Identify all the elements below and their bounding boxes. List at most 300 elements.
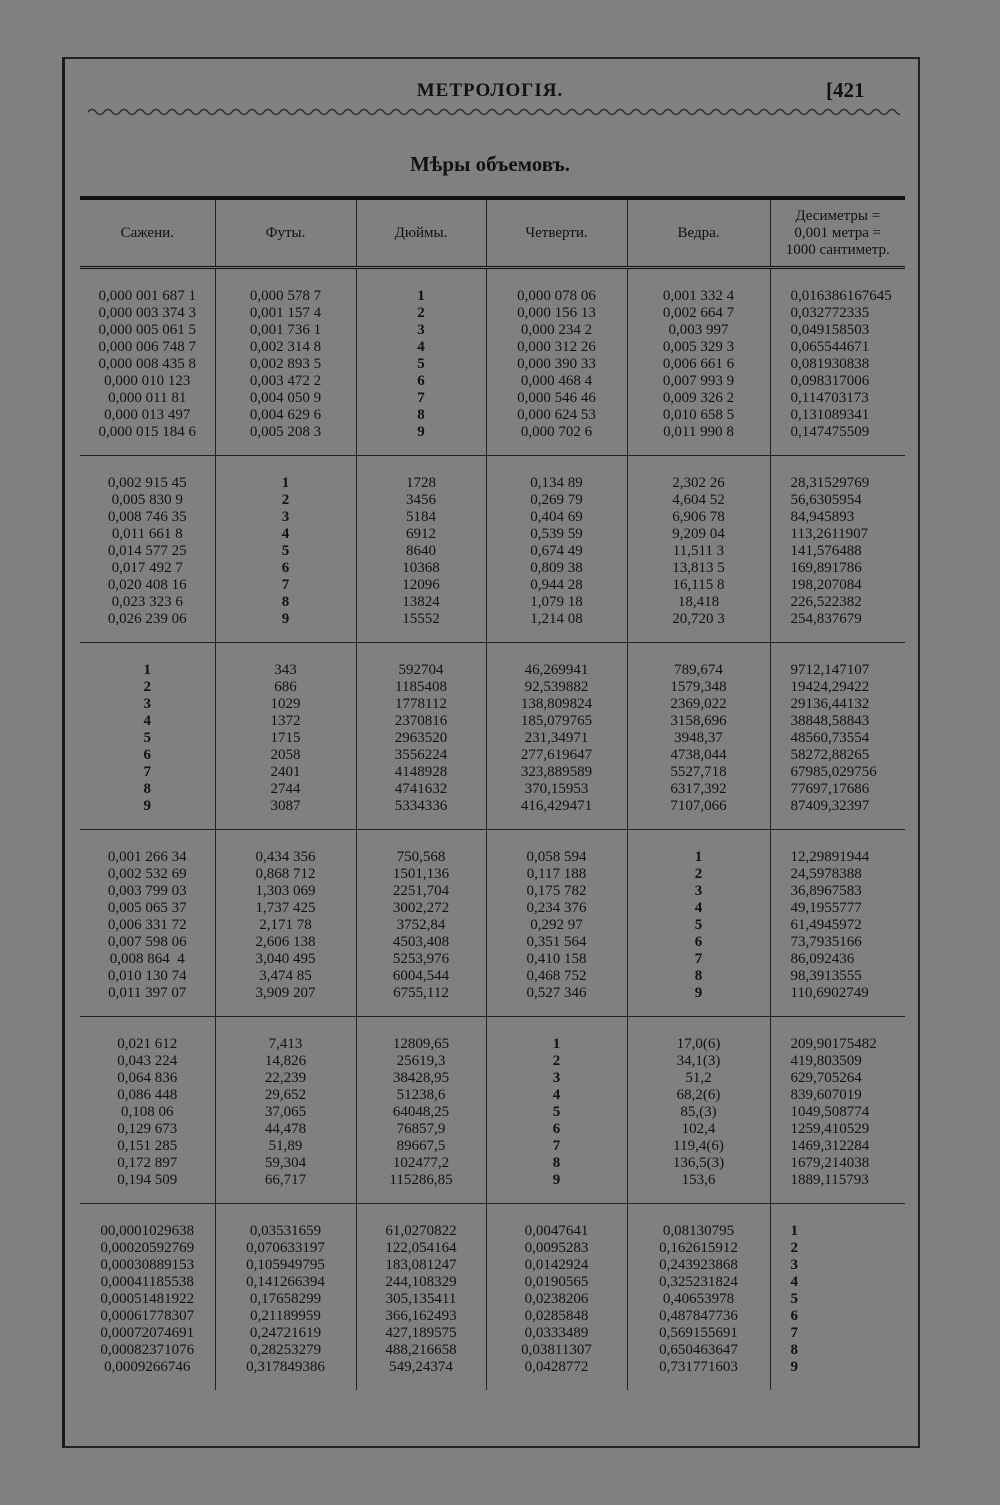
table-cell — [215, 1017, 356, 1204]
table-value: 0,134 89 — [530, 475, 583, 491]
table-cell — [215, 1204, 356, 1391]
table-value: 419,803509 — [790, 1053, 862, 1069]
table-value: 15552 — [402, 611, 440, 627]
table-cell — [770, 268, 905, 456]
table-value: 0,0333489 — [524, 1325, 589, 1341]
table-value: 8 — [552, 1155, 561, 1171]
table-value: 0,009 326 2 — [662, 390, 735, 406]
table-value: 0,007 993 9 — [662, 373, 735, 389]
table-value: 4 — [417, 339, 425, 355]
table-value: 0,234 376 — [526, 900, 587, 916]
table-value: 0,21189959 — [250, 1308, 321, 1324]
table-value: 0,162615912 — [659, 1240, 738, 1256]
table-value: 76857,9 — [396, 1121, 446, 1137]
table-value: 102,4 — [681, 1121, 716, 1137]
table-value: 0,002 915 45 — [107, 475, 187, 491]
table-block-row — [80, 1204, 905, 1391]
table-value: 5 — [694, 917, 703, 933]
table-value: 8 — [417, 407, 425, 423]
table-value: 209,90175482 — [790, 1036, 877, 1052]
table-value: 12809,65 — [392, 1036, 450, 1052]
table-value: 14,826 — [264, 1053, 307, 1069]
table-value: 61,0270822 — [385, 1223, 457, 1239]
page-frame-top — [62, 57, 920, 59]
table-value: 0,0285848 — [524, 1308, 589, 1324]
column-header-decimetres: Десиметры = 0,001 метра = 1000 сантиметр. — [770, 198, 905, 268]
table-value: 2058 — [270, 747, 301, 763]
table-value: 85,(3) — [680, 1104, 717, 1120]
table-value: 0,194 509 — [117, 1172, 178, 1188]
table-value: 9 — [417, 424, 425, 440]
table-value: 0,17658299 — [249, 1291, 322, 1307]
page-number: [421 — [826, 78, 865, 102]
table-value: 102477,2 — [392, 1155, 450, 1171]
table-value: 0,28253279 — [249, 1342, 322, 1358]
table-value: 323,889589 — [520, 764, 593, 780]
table-value: 3 — [281, 509, 290, 525]
table-value: 0,00041185538 — [100, 1274, 194, 1290]
table-value: 4 — [694, 900, 703, 916]
table-value: 7 — [281, 577, 290, 593]
table-value: 92,539882 — [524, 679, 589, 695]
table-value: 7 — [143, 764, 151, 780]
table-value: 0,292 97 — [530, 917, 583, 933]
table-value: 68,2(6) — [676, 1087, 721, 1103]
table-value: 1049,508774 — [790, 1104, 870, 1120]
table-value: 2370816 — [394, 713, 448, 729]
table-value: 0,000 468 4 — [520, 373, 593, 389]
table-value: 0,003 472 2 — [249, 373, 322, 389]
table-value: 86,092436 — [790, 951, 855, 967]
table-value: 0,043 224 — [117, 1053, 178, 1069]
table-value: 0,243923868 — [659, 1257, 738, 1273]
table-header-row — [80, 198, 905, 268]
table-value: 0,000 008 435 8 — [98, 356, 196, 372]
table-value: 0,0095283 — [524, 1240, 589, 1256]
table-value: 2,606 138 — [255, 934, 316, 950]
table-value: 61,4945972 — [790, 917, 862, 933]
table-value: 13824 — [402, 594, 440, 610]
table-value: 6 — [790, 1308, 798, 1324]
table-value: 0,001 266 34 — [107, 849, 187, 865]
table-value: 136,5(3) — [672, 1155, 725, 1171]
section-title: Мѣры объемовъ. — [409, 152, 571, 176]
table-value: 10368 — [402, 560, 440, 576]
table-value: 185,079765 — [520, 713, 593, 729]
table-value: 6 — [143, 747, 151, 763]
table-value: 3556224 — [394, 747, 448, 763]
table-value: 16,115 8 — [672, 577, 725, 593]
table-value: 0,032772335 — [790, 305, 870, 321]
table-value: 0,000 005 061 5 — [98, 322, 196, 338]
table-value: 6 — [417, 373, 425, 389]
table-value: 1679,214038 — [790, 1155, 870, 1171]
table-value: 2 — [417, 305, 425, 321]
table-cell — [486, 643, 627, 830]
table-value: 46,269941 — [524, 662, 589, 678]
table-value: 0,151 285 — [117, 1138, 178, 1154]
table-value: 51,2 — [685, 1070, 712, 1086]
table-value: 0,317849386 — [246, 1359, 325, 1375]
table-value: 1 — [694, 849, 703, 865]
table-value: 0,0190565 — [524, 1274, 589, 1290]
table-value: 0,001 736 1 — [249, 322, 322, 338]
table-value: 0,000 624 53 — [517, 407, 596, 423]
table-value: 19424,29422 — [790, 679, 870, 695]
table-value: 0,000 156 13 — [517, 305, 596, 321]
table-value: 77697,17686 — [790, 781, 870, 797]
table-value: 0,023 323 6 — [111, 594, 183, 610]
table-value: 169,891786 — [790, 560, 862, 576]
table-value: 2 — [281, 492, 290, 508]
table-value: 0,00082371076 — [100, 1342, 195, 1358]
table-value: 0,049158503 — [790, 322, 870, 338]
table-value: 5527,718 — [670, 764, 727, 780]
table-value: 0,0238206 — [524, 1291, 589, 1307]
table-cell — [80, 830, 215, 1017]
table-value: 0,539 59 — [530, 526, 583, 542]
table-value: 0,002 664 7 — [662, 305, 735, 321]
table-value: 9 — [790, 1359, 798, 1375]
table-value: 98,3913555 — [790, 968, 862, 984]
table-value: 4,604 52 — [672, 492, 725, 508]
table-cell — [80, 1017, 215, 1204]
table-value: 38428,95 — [392, 1070, 450, 1086]
table-value: 34,1(3) — [676, 1053, 721, 1069]
table-value: 13,813 5 — [672, 560, 725, 576]
table-value: 4148928 — [394, 764, 448, 780]
table-value: 9 — [143, 798, 151, 814]
table-cell — [356, 830, 486, 1017]
table-value: 9,209 04 — [672, 526, 725, 542]
table-value: 51,89 — [268, 1138, 303, 1154]
table-value: 5 — [281, 543, 290, 559]
table-value: 0,006 331 72 — [107, 917, 187, 933]
table-value: 244,108329 — [385, 1274, 457, 1290]
table-value: 549,24374 — [389, 1359, 453, 1375]
table-value: 7 — [694, 951, 703, 967]
table-value: 0,000 011 81 — [108, 390, 187, 406]
table-value: 0,40653978 — [662, 1291, 735, 1307]
table-value: 3948,37 — [674, 730, 723, 746]
table-value: 4 — [281, 526, 290, 542]
table-value: 0,105949795 — [246, 1257, 325, 1273]
table-value: 1889,115793 — [790, 1172, 869, 1188]
table-value: 0,058 594 — [526, 849, 587, 865]
page-frame-right — [918, 57, 920, 1447]
table-value: 3 — [417, 322, 425, 338]
table-value: 6 — [552, 1121, 561, 1137]
table-value: 0,003 997 — [668, 322, 729, 338]
table-value: 8640 — [406, 543, 436, 559]
table-value: 1029 — [270, 696, 301, 712]
table-value: 0,00030889153 — [100, 1257, 195, 1273]
table-value: 6004,544 — [392, 968, 450, 984]
table-block-row — [80, 830, 905, 1017]
volume-conversion-table — [80, 196, 905, 1390]
table-value: 0,000 010 123 — [104, 373, 191, 389]
table-value: 6,906 78 — [672, 509, 725, 525]
table-value: 1579,348 — [670, 679, 727, 695]
table-value: 0,434 356 — [255, 849, 316, 865]
table-value: 1372 — [270, 713, 301, 729]
table-value: 138,809824 — [520, 696, 593, 712]
table-value: 0,064 836 — [117, 1070, 178, 1086]
table-value: 5184 — [406, 509, 436, 525]
column-header-chetverti: Четверти. — [486, 198, 627, 268]
table-value: 1501,136 — [392, 866, 450, 882]
table-value: 0,065544671 — [790, 339, 870, 355]
table-value: 1 — [143, 662, 151, 678]
table-value: 3087 — [270, 798, 301, 814]
wavy-divider — [88, 106, 900, 118]
table-value: 0,147475509 — [790, 424, 870, 440]
table-value: 198,207084 — [790, 577, 862, 593]
table-value: 3158,696 — [670, 713, 727, 729]
table-value: 3,474 85 — [259, 968, 312, 984]
table-block-row — [80, 1017, 905, 1204]
table-cell — [215, 456, 356, 643]
table-value: 51238,6 — [396, 1087, 446, 1103]
table-value: 6755,112 — [393, 985, 449, 1001]
table-value: 0,117 188 — [526, 866, 587, 882]
table-value: 789,674 — [674, 662, 723, 678]
table-value: 110,6902749 — [790, 985, 869, 1001]
table-value: 1,079 18 — [530, 594, 583, 610]
table-value: 73,7935166 — [790, 934, 862, 950]
table-value: 0,731771603 — [659, 1359, 738, 1375]
table-value: 7 — [790, 1325, 798, 1341]
table-value: 0,00020592769 — [100, 1240, 195, 1256]
table-value: 3 — [790, 1257, 798, 1273]
table-value: 0,000 578 7 — [249, 288, 322, 304]
table-value: 0,020 408 16 — [107, 577, 187, 593]
table-value: 9712,147107 — [790, 662, 870, 678]
table-value: 2 — [143, 679, 151, 695]
table-value: 0,000 001 687 1 — [98, 288, 196, 304]
table-value: 0,017 492 7 — [111, 560, 183, 576]
table-block-row — [80, 643, 905, 830]
table-value: 0,005 329 3 — [662, 339, 735, 355]
table-value: 0,002 314 8 — [249, 339, 322, 355]
table-value: 0,468 752 — [526, 968, 587, 984]
table-value: 0,001 332 4 — [662, 288, 735, 304]
table-value: 2,302 26 — [672, 475, 725, 491]
table-value: 7 — [552, 1138, 561, 1154]
conversion-table-wrapper — [80, 196, 905, 1390]
table-value: 58272,88265 — [790, 747, 870, 763]
table-cell — [80, 1204, 215, 1391]
table-value: 0,003 799 03 — [107, 883, 187, 899]
table-value: 231,34971 — [524, 730, 589, 746]
table-value: 1,214 08 — [530, 611, 583, 627]
column-header-vedra: Ведра. — [627, 198, 770, 268]
table-value: 0,569155691 — [659, 1325, 738, 1341]
table-value: 0,005 065 37 — [107, 900, 187, 916]
table-value: 29,652 — [264, 1087, 307, 1103]
table-value: 0,086 448 — [117, 1087, 178, 1103]
table-cell — [356, 1017, 486, 1204]
table-value: 0,269 79 — [530, 492, 583, 508]
table-value: 8 — [143, 781, 151, 797]
table-value: 0,809 38 — [530, 560, 583, 576]
table-value: 0,868 712 — [255, 866, 316, 882]
table-value: 0,000 312 26 — [517, 339, 596, 355]
table-value: 0,008 864 4 — [109, 951, 185, 967]
table-value: 8 — [694, 968, 703, 984]
table-value: 4738,044 — [670, 747, 727, 763]
table-value: 1715 — [270, 730, 301, 746]
table-value: 8 — [790, 1342, 798, 1358]
table-value: 153,6 — [681, 1172, 716, 1188]
table-block-row — [80, 456, 905, 643]
table-value: 0,081930838 — [790, 356, 870, 372]
table-value: 0,24721619 — [249, 1325, 322, 1341]
table-cell — [627, 643, 770, 830]
table-value: 0,00072074691 — [100, 1325, 195, 1341]
table-value: 25619,3 — [396, 1053, 446, 1069]
table-value: 1 — [281, 475, 290, 491]
table-value: 0,944 28 — [530, 577, 583, 593]
table-value: 0,108 06 — [121, 1104, 174, 1120]
table-value: 36,8967583 — [790, 883, 862, 899]
table-value: 2,171 78 — [259, 917, 312, 933]
table-value: 2251,704 — [392, 883, 450, 899]
table-value: 1259,410529 — [790, 1121, 870, 1137]
table-value: 0,650463647 — [659, 1342, 738, 1358]
table-value: 1,303 069 — [255, 883, 316, 899]
table-value: 119,4(6) — [673, 1138, 724, 1154]
table-value: 3456 — [406, 492, 436, 508]
table-value: 3002,272 — [392, 900, 450, 916]
table-value: 0,00061778307 — [100, 1308, 195, 1324]
table-cell — [486, 830, 627, 1017]
table-value: 3 — [552, 1070, 561, 1086]
table-cell — [770, 830, 905, 1017]
table-value: 9 — [552, 1172, 561, 1188]
page-frame-bottom — [62, 1446, 920, 1448]
column-header-sazheni: Сажени. — [120, 224, 174, 241]
table-cell — [80, 643, 215, 830]
table-value: 0,098317006 — [790, 373, 870, 389]
table-value: 12096 — [402, 577, 440, 593]
table-value: 0,011 990 8 — [663, 424, 734, 440]
table-value: 64048,25 — [392, 1104, 450, 1120]
table-value: 1469,312284 — [790, 1138, 870, 1154]
table-cell — [770, 643, 905, 830]
table-value: 0,014 577 25 — [107, 543, 187, 559]
table-value: 0,000 546 46 — [517, 390, 596, 406]
table-cell — [486, 456, 627, 643]
table-value: 38848,58843 — [790, 713, 870, 729]
table-value: 0,674 49 — [530, 543, 583, 559]
table-value: 28,31529769 — [790, 475, 870, 491]
table-value: 37,065 — [264, 1104, 307, 1120]
table-value: 277,619647 — [520, 747, 593, 763]
table-value: 0,000 702 6 — [520, 424, 593, 440]
table-value: 629,705264 — [790, 1070, 862, 1086]
table-value: 0,129 673 — [117, 1121, 178, 1137]
table-value: 2963520 — [394, 730, 448, 746]
table-value: 0,03531659 — [249, 1223, 322, 1239]
table-cell — [627, 268, 770, 456]
table-value: 89667,5 — [396, 1138, 446, 1154]
table-value: 750,568 — [396, 849, 446, 865]
table-value: 370,15953 — [524, 781, 589, 797]
table-value: 12,29891944 — [790, 849, 870, 865]
table-value: 0,000 390 33 — [517, 356, 596, 372]
table-value: 1 — [417, 288, 425, 304]
table-value: 0,000 013 497 — [104, 407, 191, 423]
table-value: 1 — [790, 1223, 798, 1239]
table-value: 0,487847736 — [659, 1308, 738, 1324]
table-value: 67985,029756 — [790, 764, 877, 780]
table-value: 0,008 746 35 — [107, 509, 187, 525]
table-value: 0,001 157 4 — [249, 305, 322, 321]
table-value: 0,004 050 9 — [249, 390, 322, 406]
table-value: 0,404 69 — [530, 509, 583, 525]
table-value: 0,004 629 6 — [249, 407, 322, 423]
table-value: 122,054164 — [385, 1240, 457, 1256]
table-value: 254,837679 — [790, 611, 862, 627]
table-value: 9 — [281, 611, 290, 627]
table-value: 2 — [694, 866, 703, 882]
table-value: 3 — [694, 883, 703, 899]
table-value: 11,511 3 — [672, 543, 725, 559]
table-value: 5253,976 — [392, 951, 450, 967]
table-cell — [770, 1017, 905, 1204]
table-value: 113,2611907 — [790, 526, 869, 542]
table-value: 0,002 893 5 — [249, 356, 322, 372]
table-value: 0,351 564 — [526, 934, 587, 950]
running-title: МЕТРОЛОГІЯ. — [416, 80, 564, 101]
table-value: 0,005 830 9 — [111, 492, 183, 508]
table-value: 20,720 3 — [672, 611, 725, 627]
table-value: 0,000 003 374 3 — [98, 305, 196, 321]
table-value: 2 — [552, 1053, 561, 1069]
table-value: 29136,44132 — [790, 696, 870, 712]
table-value: 141,576488 — [790, 543, 862, 559]
table-value: 0,011 661 8 — [111, 526, 183, 542]
table-value: 49,1955777 — [790, 900, 862, 916]
table-value: 0,005 208 3 — [249, 424, 322, 440]
table-value: 343 — [274, 662, 297, 678]
table-value: 6 — [694, 934, 703, 950]
table-value: 427,189575 — [385, 1325, 457, 1341]
table-cell — [356, 456, 486, 643]
table-value: 6317,392 — [670, 781, 727, 797]
table-value: 0,0047641 — [524, 1223, 589, 1239]
table-value: 4 — [143, 713, 151, 729]
table-value: 3,909 207 — [255, 985, 316, 1001]
column-header-futy: Футы. — [215, 198, 356, 268]
table-value: 2369,022 — [670, 696, 727, 712]
table-value: 6 — [281, 560, 290, 576]
table-value: 416,429471 — [520, 798, 593, 814]
table-cell — [627, 456, 770, 643]
table-cell — [215, 830, 356, 1017]
table-value: 0,000 078 06 — [517, 288, 596, 304]
table-value: 1185408 — [395, 679, 447, 695]
table-value: 0,010 130 74 — [107, 968, 187, 984]
table-value: 488,216658 — [385, 1342, 457, 1358]
table-value: 2 — [790, 1240, 798, 1256]
table-cell — [80, 268, 215, 456]
table-value: 7107,066 — [670, 798, 727, 814]
table-value: 0,002 532 69 — [107, 866, 187, 882]
table-cell — [80, 456, 215, 643]
column-header-dyuimy: Дюймы. — [356, 198, 486, 268]
